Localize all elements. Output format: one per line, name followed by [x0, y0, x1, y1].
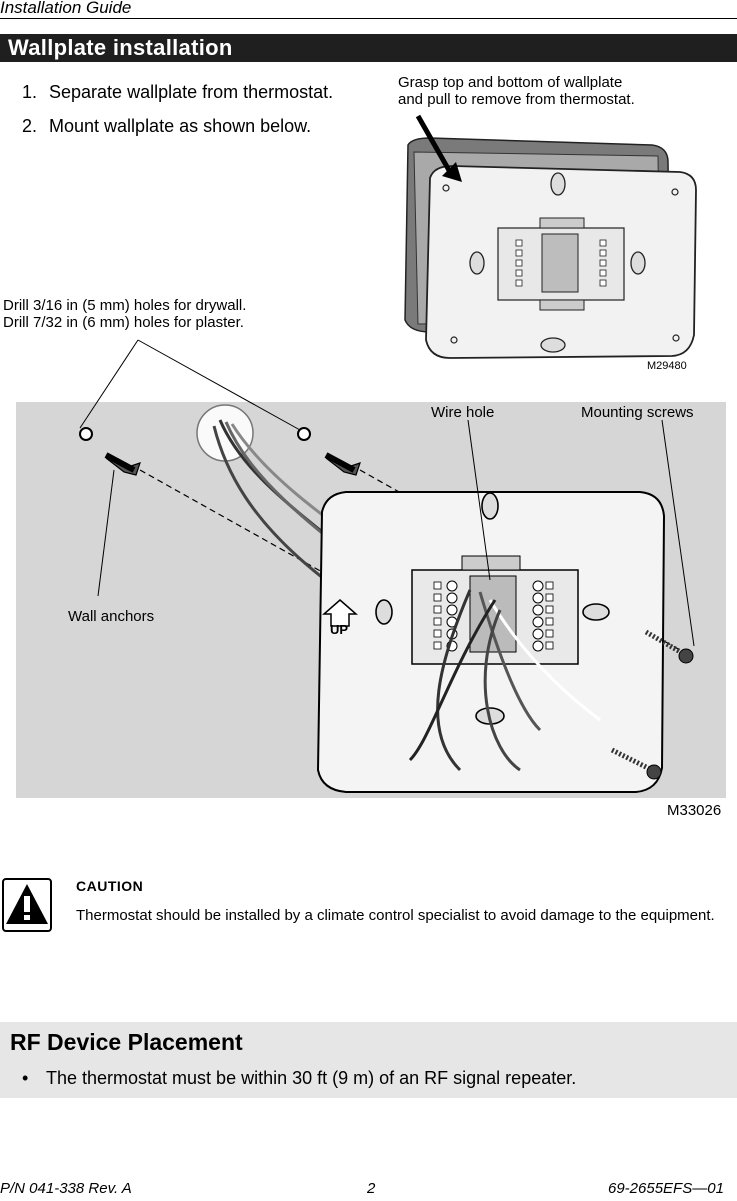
step-2	[22, 116, 311, 137]
section-title-bar	[0, 34, 737, 62]
footer-page-number: 2	[367, 1180, 376, 1197]
caution-warning-icon	[2, 878, 52, 932]
running-header: Installation Guide	[0, 0, 132, 17]
step-text: Mount wallplate as shown below.	[49, 116, 312, 136]
wallplate-mounting-illustration	[0, 330, 737, 810]
step-1	[22, 82, 333, 103]
figure-id-2: M33026	[667, 802, 722, 819]
step-text: Separate wallplate from thermostat.	[49, 82, 334, 102]
drill-callout: Drill 3/16 in (5 mm) holes for drywall. Drill 7/32 in (6 mm) holes for plaster.	[3, 297, 247, 331]
wire-hole-label: Wire hole	[431, 404, 495, 421]
step-number: 1.	[22, 82, 38, 102]
footer-document-id: 69-2655EFS—01	[608, 1180, 724, 1197]
figure-id-1: M29480	[647, 360, 687, 372]
up-label: UP	[330, 622, 349, 637]
caution-body: Thermostat should be installed by a climate control specialist to avoid damage to the equipment.	[76, 907, 715, 924]
footer-part-number: P/N 041-338 Rev. A	[0, 1180, 132, 1197]
caution-title: CAUTION	[76, 878, 144, 894]
rf-title: RF Device Placement	[10, 1029, 243, 1055]
mounting-screws-label: Mounting screws	[581, 404, 694, 421]
bullet-icon: •	[22, 1068, 29, 1088]
step-number: 2.	[22, 116, 38, 136]
rf-bullet: • The thermostat must be within 30 ft (9 m) of an RF signal repeater.	[22, 1068, 577, 1088]
wall-anchors-label: Wall anchors	[68, 608, 155, 625]
grasp-callout: Grasp top and bottom of wallplate and pull to remove from thermostat.	[398, 74, 635, 108]
section-title: Wallplate installation	[8, 35, 233, 60]
header-rule	[0, 18, 737, 19]
